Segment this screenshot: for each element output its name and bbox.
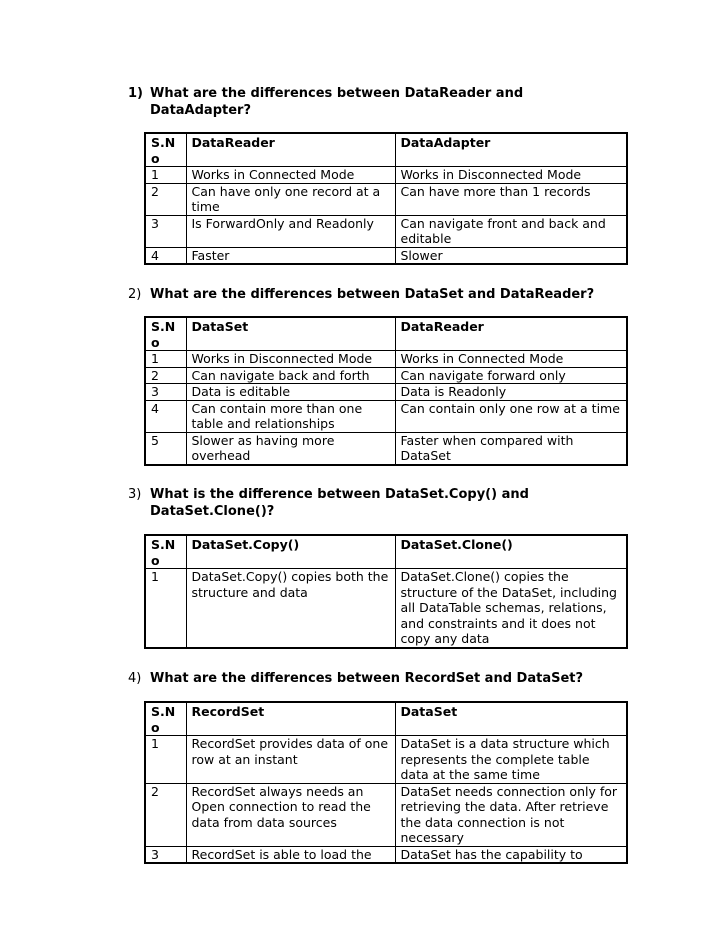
table-header-row (145, 317, 627, 351)
question-number: 1) (128, 86, 143, 101)
header-cell: S.No (145, 535, 186, 569)
question-number: 3) (128, 487, 142, 502)
table-cell: 5 (145, 432, 186, 465)
table-row (145, 736, 627, 784)
question-title: What are the differences between DataSet and DataReader? (150, 287, 595, 302)
table-row (145, 432, 627, 465)
header-cell: DataSet (186, 317, 395, 351)
question-number: 2) (128, 287, 142, 302)
table-cell: Faster when compared with DataSet (395, 432, 627, 465)
table-row (145, 351, 627, 368)
table-row (145, 215, 627, 247)
table-cell: RecordSet always needs an Open connection to read the data from data sources (186, 783, 395, 846)
comparison-table-4 (144, 701, 628, 864)
table-cell: Works in Disconnected Mode (395, 167, 627, 184)
table-cell: Data is editable (186, 384, 395, 401)
question-number: 4) (128, 671, 142, 686)
table-cell: Can navigate forward only (395, 367, 627, 384)
table-cell: 4 (145, 400, 186, 432)
question-3 (128, 486, 608, 520)
table-row (145, 247, 627, 264)
table-cell: 2 (145, 783, 186, 846)
table-cell: DataSet needs connection only for retrieving the data. After retrieve the data connection is not necessary (395, 783, 627, 846)
table-cell: Can navigate back and forth (186, 367, 395, 384)
table-cell: Can have only one record at a time (186, 183, 395, 215)
table-cell: Can navigate front and back and editable (395, 215, 627, 247)
header-cell: DataSet (395, 702, 627, 736)
table-cell: Slower as having more overhead (186, 432, 395, 465)
question-title: What are the differences between DataReader and DataAdapter? (150, 86, 524, 118)
table-cell: 3 (145, 384, 186, 401)
comparison-table-2 (144, 316, 628, 466)
table-row (145, 569, 627, 648)
header-cell: DataReader (186, 133, 395, 167)
table-cell: DataSet is a data structure which represents the complete table data at the same time (395, 736, 627, 784)
table-cell: 2 (145, 367, 186, 384)
table-cell: Works in Disconnected Mode (186, 351, 395, 368)
header-cell: DataReader (395, 317, 627, 351)
table-row (145, 384, 627, 401)
table-cell: Is ForwardOnly and Readonly (186, 215, 395, 247)
table-row (145, 846, 627, 863)
table-cell: DataSet.Clone() copies the structure of the DataSet, including all DataTable schemas, relations, and constraints and it does not copy any data (395, 569, 627, 648)
table-row (145, 167, 627, 184)
table-cell: 1 (145, 736, 186, 784)
question-title: What is the difference between DataSet.Copy() and DataSet.Clone()? (150, 487, 529, 519)
header-cell: DataSet.Copy() (186, 535, 395, 569)
question-4 (128, 670, 608, 687)
table-header-row (145, 702, 627, 736)
table-row (145, 183, 627, 215)
table-cell: Can contain only one row at a time (395, 400, 627, 432)
question-title: What are the differences between RecordSet and DataSet? (150, 671, 584, 686)
comparison-table-1 (144, 132, 628, 265)
header-cell: S.No (145, 317, 186, 351)
header-cell: S.No (145, 133, 186, 167)
table-cell: RecordSet is able to load the (186, 846, 395, 863)
header-cell: DataSet.Clone() (395, 535, 627, 569)
table-cell: 3 (145, 846, 186, 863)
table-cell: DataSet has the capability to (395, 846, 627, 863)
table-cell: Slower (395, 247, 627, 264)
table-cell: Can contain more than one table and relationships (186, 400, 395, 432)
header-cell: S.No (145, 702, 186, 736)
table-cell: Works in Connected Mode (186, 167, 395, 184)
table-cell: RecordSet provides data of one row at an instant (186, 736, 395, 784)
table-row (145, 783, 627, 846)
table-cell: 4 (145, 247, 186, 264)
comparison-table-3 (144, 534, 628, 649)
table-row (145, 367, 627, 384)
table-cell: 1 (145, 167, 186, 184)
header-cell: DataAdapter (395, 133, 627, 167)
table-cell: Faster (186, 247, 395, 264)
table-cell: 3 (145, 215, 186, 247)
table-header-row (145, 133, 627, 167)
table-cell: DataSet.Copy() copies both the structure and data (186, 569, 395, 648)
header-cell: RecordSet (186, 702, 395, 736)
question-1 (128, 85, 608, 119)
table-cell: Can have more than 1 records (395, 183, 627, 215)
table-cell: 1 (145, 351, 186, 368)
table-cell: Data is Readonly (395, 384, 627, 401)
table-row (145, 400, 627, 432)
table-cell: 2 (145, 183, 186, 215)
table-header-row (145, 535, 627, 569)
table-cell: Works in Connected Mode (395, 351, 627, 368)
table-cell: 1 (145, 569, 186, 648)
question-2 (128, 286, 608, 303)
